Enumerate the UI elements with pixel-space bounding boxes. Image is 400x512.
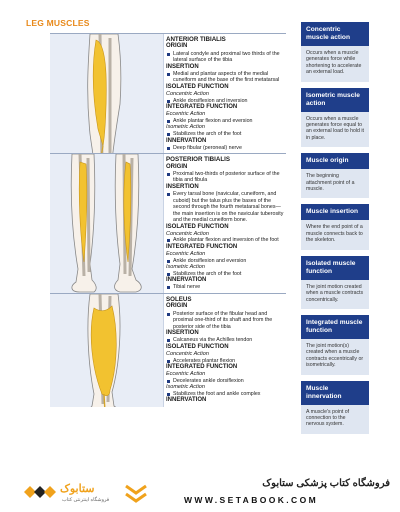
isolated-function-heading: ISOLATED FUNCTION	[166, 343, 229, 350]
isolated-function-heading: ISOLATED FUNCTION	[166, 83, 229, 90]
definition-body: A muscle's point of connection to the nervous system.	[301, 405, 369, 434]
definition-title: Muscle origin	[301, 153, 369, 169]
anterior-tibialis-illustration	[50, 34, 164, 153]
insertion-heading: INSERTION	[166, 63, 199, 70]
posterior-tibialis-illustration	[50, 154, 164, 293]
origin-heading: ORIGIN	[166, 303, 188, 310]
isometric-action-label: Isometric Action	[166, 264, 205, 271]
isometric-action-label: Isometric Action	[166, 124, 205, 131]
isometric-text: Stabilizes the arch of the foot	[166, 131, 286, 138]
isolated-function-text: Ankle dorsiflexion and inversion	[166, 98, 286, 105]
eccentric-text: Ankle dorsiflexion and eversion	[166, 258, 286, 265]
muscle-row-anterior-tibialis	[50, 33, 286, 153]
insertion-heading: INSERTION	[166, 183, 199, 190]
origin-heading: ORIGIN	[166, 163, 188, 170]
definition-body: Occurs when a muscle generates force equal to an external load to hold it in place.	[301, 112, 369, 148]
integrated-function-heading: INTEGRATED FUNCTION	[166, 104, 238, 111]
store-url: WWW.SETABOOK.COM	[184, 495, 319, 505]
definition-card-innervation	[301, 381, 369, 434]
muscle-row-posterior-tibialis	[50, 153, 286, 293]
isolated-function-text: Ankle plantar flexion and inversion of the foot	[166, 237, 286, 244]
definition-title: Muscle insertion	[301, 204, 369, 220]
muscle-row-soleus	[50, 293, 286, 407]
muscle-name: POSTERIOR TIBIALIS	[166, 156, 230, 164]
logo-subtitle: فروشگاه اینترنتی کتاب	[62, 497, 110, 503]
eccentric-action-label: Eccentric Action	[166, 111, 206, 118]
concentric-action-label: Concentric Action	[166, 350, 209, 357]
isometric-text: Stabilizes the arch of the foot	[166, 271, 286, 278]
definition-card-origin	[301, 153, 369, 198]
definition-title: Isometric muscle action	[301, 88, 369, 112]
integrated-function-heading: INTEGRATED FUNCTION	[166, 243, 238, 250]
definition-title: Isolated muscle function	[301, 256, 369, 280]
isometric-text: Stabilizes the foot and ankle complex	[166, 391, 286, 398]
innervation-heading: INNERVATION	[166, 137, 207, 144]
origin-text: Posterior surface of the fibular head and proximal one-third of its shaft and from the posterior side of the tibia	[166, 311, 286, 331]
definition-body: Where the end point of a muscle connects back to the skeleton.	[301, 220, 369, 249]
concentric-action-label: Concentric Action	[166, 230, 209, 237]
setabook-logo-icon	[22, 482, 56, 502]
origin-heading: ORIGIN	[166, 43, 188, 50]
definition-card-isolated	[301, 256, 369, 309]
innervation-text: Tibial nerve	[166, 284, 286, 291]
definition-body: The joint motion(s) created when a muscle contracts eccentrically or isometrically.	[301, 339, 369, 375]
eccentric-text: Decelerates ankle dorsiflexion	[166, 378, 286, 385]
definitions-sidebar	[301, 22, 369, 440]
isolated-function-text: Accelerates plantar flexion	[166, 358, 286, 365]
eccentric-action-label: Eccentric Action	[166, 371, 206, 378]
definition-card-isometric	[301, 88, 369, 148]
definition-body: The joint motion created when a muscle contracts concentrically.	[301, 280, 369, 309]
definition-body: Occurs when a muscle generates force while shortening to accelerate an external load.	[301, 46, 369, 82]
soleus-illustration	[50, 294, 164, 407]
insertion-text: Every tarsal bone (navicular, cuneiform, and cuboid) but the talus plus the bases of the second through the fourth metatarsal bones—the main insertion is on the navicular tuberosity and the medial cuneiform bone.	[166, 191, 286, 224]
insertion-text: Calcaneus via the Achilles tendon	[166, 337, 286, 344]
muscle-name: ANTERIOR TIBIALIS	[166, 36, 226, 43]
eccentric-action-label: Eccentric Action	[166, 251, 206, 258]
definition-card-insertion	[301, 204, 369, 249]
isometric-action-label: Isometric Action	[166, 384, 205, 391]
innervation-heading: INNERVATION	[166, 397, 207, 404]
innervation-text: Deep fibular (peroneal) nerve	[166, 145, 286, 152]
origin-text: Lateral condyle and proximal two thirds of the lateral surface of the tibia	[166, 51, 286, 64]
page-title: LEG MUSCLES	[26, 18, 90, 28]
definition-body: The beginning attachment point of a muscle.	[301, 169, 369, 198]
logo-wordmark: ستابوک	[60, 483, 95, 495]
muscle-name: SOLEUS	[166, 295, 192, 303]
eccentric-text: Ankle plantar flexion and eversion	[166, 118, 286, 125]
concentric-action-label: Concentric Action	[166, 91, 209, 98]
definition-card-integrated	[301, 315, 369, 375]
isolated-function-heading: ISOLATED FUNCTION	[166, 223, 229, 230]
integrated-function-heading: INTEGRATED FUNCTION	[166, 364, 238, 371]
definition-title: Muscle innervation	[301, 381, 369, 405]
insertion-text: Medial and plantar aspects of the medial cuneiform and the base of the first metatarsal	[166, 71, 286, 84]
store-name: فروشگاه کتاب پزشکی ستابوک	[262, 478, 390, 489]
definition-card-concentric	[301, 22, 369, 82]
definition-title: Integrated muscle function	[301, 315, 369, 339]
insertion-heading: INSERTION	[166, 330, 199, 337]
chevrons-icon	[124, 482, 148, 504]
definition-title: Concentric muscle action	[301, 22, 369, 46]
innervation-heading: INNERVATION	[166, 277, 207, 284]
origin-text: Proximal two-thirds of posterior surface of the tibia and fibula	[166, 171, 286, 184]
muscle-table	[50, 33, 286, 407]
